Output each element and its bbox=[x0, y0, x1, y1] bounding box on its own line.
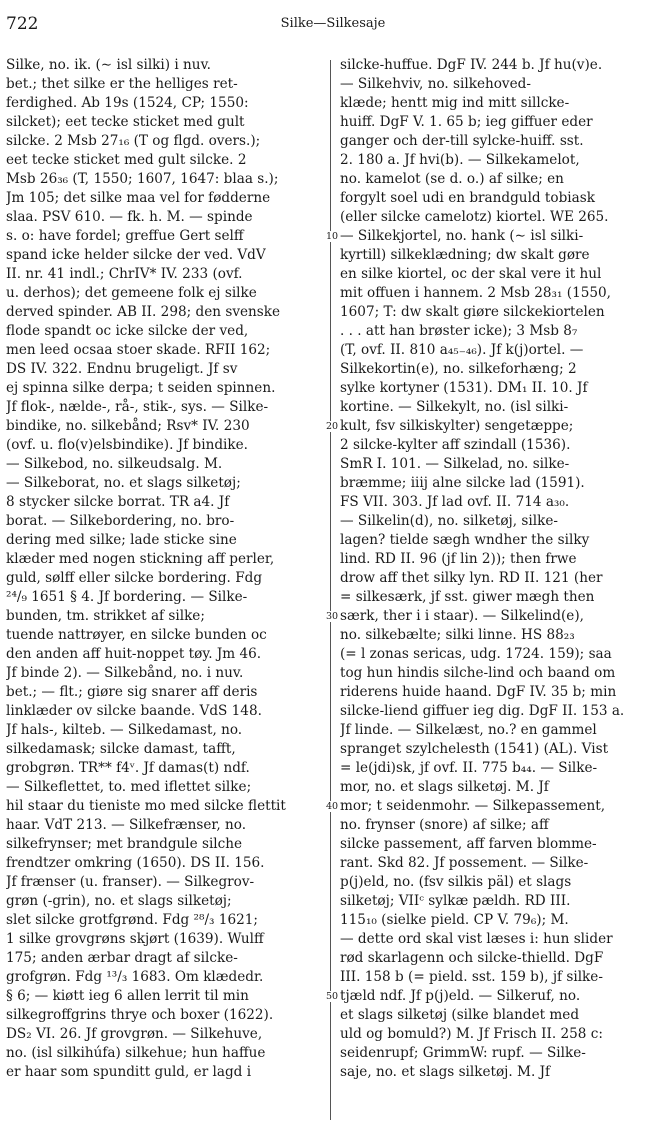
page-number: 722 bbox=[6, 14, 39, 34]
text-line: borat. — Silkebordering, no. bro- bbox=[6, 513, 235, 529]
text-line: II. nr. 41 indl.; ChrIV* IV. 233 (ovf. bbox=[6, 266, 243, 282]
line-number: 50 bbox=[326, 991, 339, 1002]
text-line: guld, sølff eller silcke bordering. Fdg bbox=[6, 570, 263, 586]
text-line: Silkekortin(e), no. silkeforhæng; 2 bbox=[340, 361, 577, 377]
text-line: forgylt soel udi en brandguld tobiask bbox=[340, 190, 595, 206]
text-line: silcke. 2 Msb 27₁₆ (T og flgd. overs.); bbox=[6, 133, 261, 149]
text-line: eet tecke sticket med gult silcke. 2 bbox=[6, 152, 247, 168]
text-line: huiff. DgF V. 1. 65 b; ieg giffuer eder bbox=[340, 114, 593, 130]
text-line: tog hun hindis silche-lind och baand om bbox=[340, 665, 616, 681]
text-line: uld og bomuld?) M. Jf Frisch II. 258 c: bbox=[340, 1026, 603, 1042]
text-line: 2 silcke-kylter aff szindall (1536). bbox=[340, 437, 571, 453]
text-line: s. o: have fordel; greffue Gert selff bbox=[6, 228, 244, 244]
text-line: mor; t seidenmohr. — Silkepassement, bbox=[340, 798, 606, 814]
text-line: — Silkekjortel, no. hank (∼ isl silki- bbox=[340, 228, 584, 244]
text-line: no. kamelot (se d. o.) af silke; en bbox=[340, 171, 564, 187]
text-line: (ovf. u. flo(v)elsbindike). Jf bindike. bbox=[6, 437, 248, 453]
text-line: . . . att han brøster icke); 3 Msb 8₇ bbox=[340, 323, 578, 339]
line-number: 10 bbox=[326, 231, 339, 242]
text-line: mit offuen i hannem. 2 Msb 28₃₁ (1550, bbox=[340, 285, 611, 301]
text-line: saje, no. et slags silketøj. M. Jf bbox=[340, 1064, 551, 1080]
text-line: lind. RD II. 96 (jf lin 2)); then frwe bbox=[340, 551, 577, 567]
text-line: 1 silke grovgrøns skjørt (1639). Wulff bbox=[6, 931, 264, 947]
text-line: slaa. PSV 610. — fk. h. M. — spinde bbox=[6, 209, 253, 225]
text-line: slet silcke grotfgrønd. Fdg ²⁸/₃ 1621; bbox=[6, 912, 258, 928]
text-line: ej spinna silke derpa; t seiden spinnen. bbox=[6, 380, 276, 396]
page-header bbox=[6, 14, 660, 36]
text-line: Jf frænser (u. franser). — Silkegrov- bbox=[6, 874, 255, 890]
text-line: 8 stycker silcke borrat. TR a4. Jf bbox=[6, 494, 230, 510]
text-line: Jf flok-, nælde-, rå-, stik-, sys. — Silke- bbox=[6, 399, 269, 415]
text-line: § 6; — kiøtt ieg 6 allen lerrit til min bbox=[6, 988, 249, 1004]
text-line: III. 158 b (= pield. sst. 159 b), jf silke- bbox=[340, 969, 603, 985]
text-line: hil staar du tieniste mo med silcke flettit bbox=[6, 798, 286, 814]
text-line: Jf hals-, kilteb. — Silkedamast, no. bbox=[6, 722, 243, 738]
text-line: p(j)eld, no. (fsv silkis päl) et slags bbox=[340, 874, 572, 890]
text-line: 1607; T: dw skalt giøre silckekiortelen bbox=[340, 304, 605, 320]
text-line: derved spinder. AB II. 298; den svenske bbox=[6, 304, 281, 320]
text-line: u. derhos); det gemeene folk ej silke bbox=[6, 285, 257, 301]
text-line: no. frynser (snore) af silke; aff bbox=[340, 817, 549, 833]
running-head: Silke—Silkesaje bbox=[280, 16, 386, 31]
text-line: (= l zonas sericas, udg. 1724. 159); saa bbox=[340, 646, 612, 662]
text-line: er haar som spunditt guld, er lagd i bbox=[6, 1064, 252, 1080]
text-line: 175; anden ærbar dragt af silcke- bbox=[6, 950, 238, 966]
text-line: silkefrynser; met brandgule silche bbox=[6, 836, 243, 852]
text-line: tuende nattrøyer, en silcke bunden oc bbox=[6, 627, 267, 643]
line-number: 30 bbox=[326, 611, 339, 622]
text-line: silcke passement, aff farven blomme- bbox=[340, 836, 597, 852]
text-line: bræmme; iiij alne silcke lad (1591). bbox=[340, 475, 585, 491]
text-line: Msb 26₃₆ (T, 1550; 1607, 1647: blaa s.); bbox=[6, 171, 279, 187]
text-line: seidenrupf; GrimmW: rupf. — Silke- bbox=[340, 1045, 586, 1061]
text-line: silcke-huffue. DgF IV. 244 b. Jf hu(v)e. bbox=[340, 57, 603, 73]
text-line: DS₂ VI. 26. Jf grovgrøn. — Silkehuve, bbox=[6, 1026, 263, 1042]
text-line: men leed ocsaa stoer skade. RFII 162; bbox=[6, 342, 271, 358]
text-line: 115₁₀ (sielke pield. CP V. 79₆); M. bbox=[340, 912, 569, 928]
column-divider bbox=[330, 60, 331, 1120]
text-line: ganger och der-till sylcke-huiff. sst. bbox=[340, 133, 584, 149]
right-column bbox=[340, 56, 658, 1082]
text-line: haar. VdT 213. — Silkefrænser, no. bbox=[6, 817, 247, 833]
text-line: bunden, tm. strikket af silke; bbox=[6, 608, 205, 624]
text-line: et slags silketøj (silke blandet med bbox=[340, 1007, 580, 1023]
text-line: no. (isl silkihúfa) silkehue; hun haffue bbox=[6, 1045, 266, 1061]
text-line: den anden aff huit-noppet tøy. Jm 46. bbox=[6, 646, 262, 662]
text-line: SmR I. 101. — Silkelad, no. silke- bbox=[340, 456, 570, 472]
text-line: tjæld ndf. Jf p(j)eld. — Silkeruf, no. bbox=[340, 988, 581, 1004]
text-line: mor, no. et slags silketøj. M. Jf bbox=[340, 779, 549, 795]
text-line: Jf linde. — Silkelæst, no.? en gammel bbox=[340, 722, 597, 738]
text-line: DS IV. 322. Endnu brugeligt. Jf sv bbox=[6, 361, 238, 377]
left-column bbox=[6, 56, 324, 1082]
text-line: spranget szylchelesth (1541) (AL). Vist bbox=[340, 741, 609, 757]
text-line: (eller silcke camelotz) kiortel. WE 265. bbox=[340, 209, 609, 225]
text-line: 2. 180 a. Jf hvi(b). — Silkekamelot, bbox=[340, 152, 580, 168]
text-line: no. silkebælte; silki linne. HS 88₂₃ bbox=[340, 627, 575, 643]
text-line: flode spandt oc icke silcke der ved, bbox=[6, 323, 249, 339]
text-line: klæder med nogen stickning aff perler, bbox=[6, 551, 275, 567]
text-line: silkedamask; silcke damast, tafft, bbox=[6, 741, 236, 757]
text-line: sylke kortyner (1531). DM₁ II. 10. Jf bbox=[340, 380, 588, 396]
line-number: 20 bbox=[326, 421, 339, 432]
text-line: grobgrøn. TR** f4ᵛ. Jf damas(t) ndf. bbox=[6, 760, 250, 776]
text-line: linklæder ov silcke baande. VdS 148. bbox=[6, 703, 262, 719]
text-line: — Silkelin(d), no. silketøj, silke- bbox=[340, 513, 558, 529]
text-line: Jf binde 2). — Silkebånd, no. i nuv. bbox=[6, 665, 244, 681]
text-line: silketøj; VIIᶜ sylkæ pældh. RD III. bbox=[340, 893, 571, 909]
text-line: silkegroffgrins thrye och boxer (1622). bbox=[6, 1007, 274, 1023]
text-line: Jm 105; det silke maa vel for fødderne bbox=[6, 190, 271, 206]
text-line: rant. Skd 82. Jf possement. — Silke- bbox=[340, 855, 589, 871]
text-line: rød skarlagenn och silcke-thielld. DgF bbox=[340, 950, 604, 966]
text-line: spand icke helder silcke der ved. VdV bbox=[6, 247, 266, 263]
text-line: dering med silke; lade sticke sine bbox=[6, 532, 237, 548]
text-line: ferdighed. Ab 19s (1524, CP; 1550: bbox=[6, 95, 249, 111]
text-line: silcket); eet tecke sticket med gult bbox=[6, 114, 245, 130]
text-line: bet.; — flt.; giøre sig snarer aff deris bbox=[6, 684, 258, 700]
text-line: bindike, no. silkebånd; Rsv* IV. 230 bbox=[6, 418, 250, 434]
text-line: FS VII. 303. Jf lad ovf. II. 714 a₃₀. bbox=[340, 494, 570, 510]
text-line: kyrtill) silkeklædning; dw skalt gøre bbox=[340, 247, 590, 263]
text-line: særk, ther i i staar). — Silkelind(e), bbox=[340, 608, 584, 624]
text-line: — dette ord skal vist læses i: hun slider bbox=[340, 931, 613, 947]
text-line: klæde; hentt mig ind mitt sillcke- bbox=[340, 95, 570, 111]
text-line: (T, ovf. II. 810 a₄₅₋₄₆). Jf k(j)ortel. — bbox=[340, 342, 584, 358]
text-line: frendtzer omkring (1650). DS II. 156. bbox=[6, 855, 265, 871]
text-line: — Silkeflettet, to. med iflettet silke; bbox=[6, 779, 252, 795]
text-line: = le(jdi)sk, jf ovf. II. 775 b₄₄. — Silke- bbox=[340, 760, 598, 776]
text-line: ²⁴/₉ 1651 § 4. Jf bordering. — Silke- bbox=[6, 589, 248, 605]
line-number: 40 bbox=[326, 801, 339, 812]
text-line: kortine. — Silkekylt, no. (isl silki- bbox=[340, 399, 569, 415]
text-line: riderens huide haand. DgF IV. 35 b; min bbox=[340, 684, 617, 700]
text-line: grøn (-grin), no. et slags silketøj; bbox=[6, 893, 232, 909]
text-line: — Silkehviv, no. silkehoved- bbox=[340, 76, 531, 92]
text-line: — Silkebod, no. silkeudsalg. M. bbox=[6, 456, 223, 472]
text-line: grofgrøn. Fdg ¹³/₃ 1683. Om klædedr. bbox=[6, 969, 264, 985]
text-line: en silke kiortel, oc der skal vere it hul bbox=[340, 266, 602, 282]
text-line: Silke, no. ik. (∼ isl silki) i nuv. bbox=[6, 57, 211, 73]
text-line: = silkesærk, jf sst. giwer mægh then bbox=[340, 589, 595, 605]
text-line: bet.; thet silke er the helliges ret- bbox=[6, 76, 238, 92]
text-line: silcke-liend giffuer ieg dig. DgF II. 153 a. bbox=[340, 703, 625, 719]
text-line: drow aff thet silky lyn. RD II. 121 (her bbox=[340, 570, 603, 586]
text-line: lagen? tielde sægh wndher the silky bbox=[340, 532, 590, 548]
text-line: — Silkeborat, no. et slags silketøj; bbox=[6, 475, 241, 491]
text-line: kult, fsv silkiskylter) sengetæppe; bbox=[340, 418, 574, 434]
